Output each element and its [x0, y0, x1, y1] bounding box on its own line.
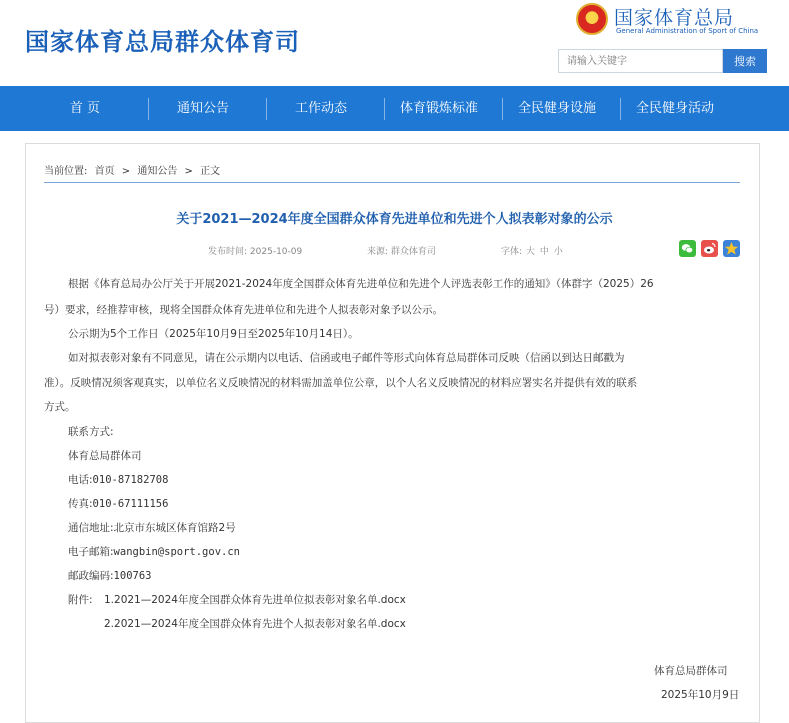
attachment-link-1[interactable]: 1.2021—2024年度全国群众体育先进单位拟表彰对象名单.docx	[104, 594, 406, 606]
nav-fitness-facilities[interactable]: 全民健身设施	[517, 101, 596, 116]
article-container	[25, 143, 760, 723]
breadcrumb	[44, 162, 224, 177]
fax-value: 010-67111156	[92, 498, 169, 510]
article-paragraph-2: 公示期为5个工作日（2025年10月9日至2025年10月14日）。	[68, 328, 359, 340]
postcode-value: 100763	[113, 570, 152, 582]
nav-work-updates[interactable]: 工作动态	[294, 101, 347, 116]
nav-exercise-standards[interactable]: 体育锻炼标准	[399, 101, 478, 116]
attachments-label: 附件:	[68, 594, 93, 606]
search-input[interactable]	[558, 49, 723, 73]
article-title: 关于2021—2024年度全国群众体育先进单位和先进个人拟表彰对象的公示	[176, 212, 613, 227]
breadcrumb-label: 当前位置:	[44, 166, 88, 177]
fax-label: 传真:	[68, 498, 93, 510]
weibo-icon[interactable]	[701, 240, 718, 257]
publish-date	[208, 244, 302, 257]
contact-org: 体育总局群体司	[68, 450, 142, 462]
source-label: 来源:	[367, 247, 389, 257]
nav-home[interactable]: 首 页	[69, 101, 101, 116]
phone-label: 电话:	[68, 474, 93, 486]
phone-value: 010-87182708	[92, 474, 169, 486]
wechat-icon[interactable]	[679, 240, 696, 257]
search-button[interactable]: 搜索	[723, 49, 767, 73]
signature-date: 2025年10月9日	[661, 689, 740, 701]
contact-phone	[68, 472, 168, 487]
breadcrumb-current: 正文	[200, 166, 221, 177]
font-size-small[interactable]: 小	[553, 247, 563, 257]
main-nav	[0, 86, 789, 131]
font-size-large[interactable]: 大	[525, 247, 535, 257]
gas-logo-text[interactable]: 国家体育总局	[614, 7, 735, 29]
address-value: 北京市东城区体育馆路2号	[113, 522, 236, 534]
breadcrumb-notices[interactable]: 通知公告	[137, 166, 178, 177]
publish-date-value: 2025-10-09	[249, 247, 303, 257]
article-paragraph-3-line-2: 准）。反映情况须客观真实，以单位名义反映情况的材料需加盖单位公章，以个人名义反映情况的材料应署实名并提供有效的联系	[44, 377, 638, 389]
contact-postcode	[68, 568, 151, 583]
breadcrumb-separator: >	[121, 166, 131, 177]
postcode-label: 邮政编码:	[68, 570, 114, 582]
article-paragraph-1-line-2: 号）要求，经推荐审核，现将全国群众体育先进单位和先进个人拟表彰对象予以公示。	[44, 304, 443, 316]
contact-heading: 联系方式:	[68, 426, 114, 438]
contact-email	[68, 544, 240, 559]
breadcrumb-home[interactable]: 首页	[94, 166, 115, 177]
site-title[interactable]: 国家体育总局群众体育司	[25, 28, 300, 56]
header	[0, 0, 789, 86]
font-size-label: 字体:	[501, 247, 523, 257]
article-paragraph-3-line-3: 方式。	[44, 401, 76, 413]
breadcrumb-separator: >	[184, 166, 193, 177]
article-source	[367, 244, 436, 257]
breadcrumb-divider	[44, 182, 740, 183]
email-value: wangbin@sport.gov.cn	[113, 546, 240, 558]
email-label: 电子邮箱:	[68, 546, 114, 558]
font-size-medium[interactable]: 中	[539, 247, 549, 257]
address-label: 通信地址:	[68, 522, 114, 534]
source-value: 群众体育司	[390, 247, 436, 257]
article-paragraph-1-line-1: 根据《体育总局办公厅关于开展2021-2024年度全国群众体育先进单位和先进个人评选表彰工作的通知》（体群字（2025）26	[68, 278, 654, 290]
contact-fax	[68, 496, 168, 511]
attachment-link-2[interactable]: 2.2021—2024年度全国群众体育先进个人拟表彰对象名单.docx	[104, 618, 406, 630]
contact-address	[68, 520, 236, 535]
article-paragraph-3-line-1: 如对拟表彰对象有不同意见，请在公示期内以电话、信函或电子邮件等形式向体育总局群体司反映（信函以到达日邮戳为	[68, 352, 625, 364]
gas-logo-english: General Administration of Sport of China	[616, 27, 759, 35]
publish-date-label: 发布时间:	[208, 247, 248, 257]
qzone-star-icon[interactable]	[723, 240, 740, 257]
font-size-selector	[501, 244, 564, 257]
national-emblem-icon	[576, 3, 608, 35]
signature-org: 体育总局群体司	[654, 665, 728, 677]
nav-fitness-activities[interactable]: 全民健身活动	[635, 101, 714, 116]
nav-notices[interactable]: 通知公告	[176, 101, 229, 116]
